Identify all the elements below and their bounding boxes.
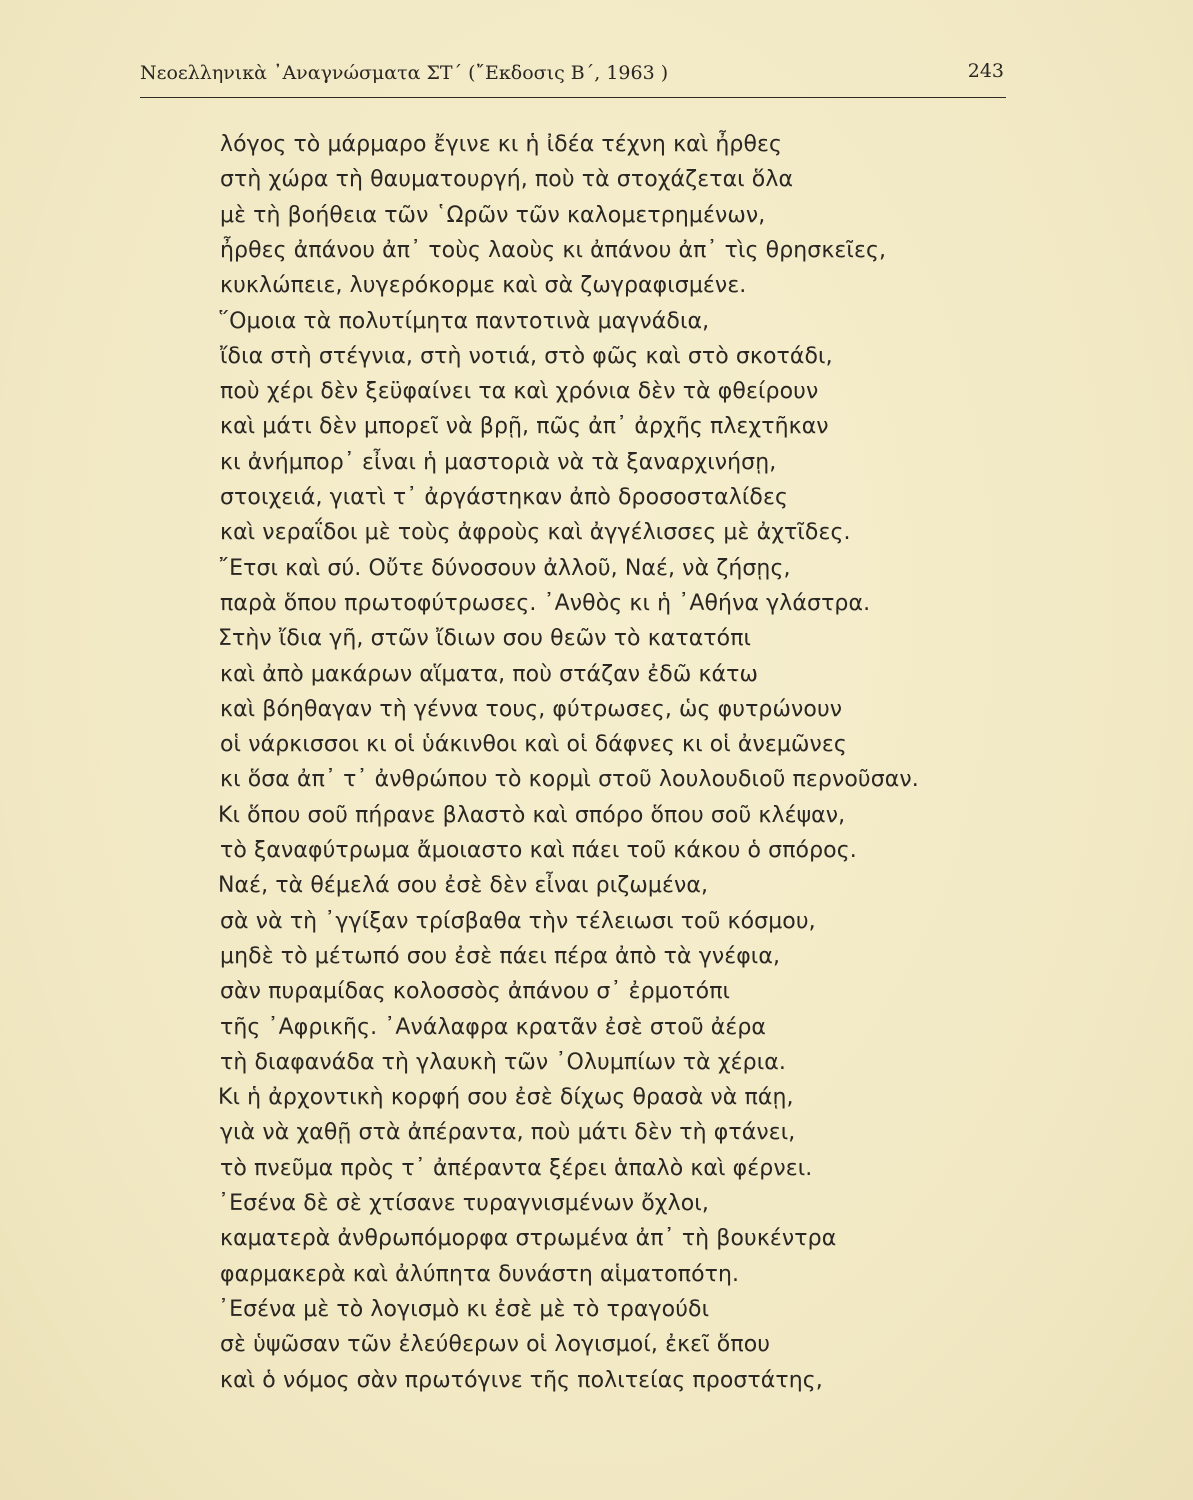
poem-line: ᾿Εσένα δὲ σὲ χτίσανε τυραγνισμένων ὄχλοι, (218, 1191, 709, 1216)
poem-line: οἱ νάρκισσοι κι οἱ ὑάκινθοι καὶ οἱ δάφνες κι οἱ ἀνεμῶνες (220, 732, 847, 758)
poem-line: κι ὅσα ἀπ᾿ τ᾿ ἀνθρώπου τὸ κορμὶ στοῦ λουλουδιοῦ περνοῦσαν. (220, 767, 919, 793)
poem-line: Στὴν ἴδια γῆ, στῶν ἴδιων σου θεῶν τὸ κατατόπι (218, 626, 752, 652)
poem-line: καὶ βόηθαγαν τὴ γέννα τους, φύτρωσες, ὡς φυτρώνουν (220, 696, 843, 722)
poem-line: καὶ μάτι δὲν μπορεῖ νὰ βρῇ, πῶς ἀπ᾿ ἀρχῆς πλεχτῆκαν (220, 414, 829, 440)
poem-line: Κι ὅπου σοῦ πήρανε βλαστὸ καὶ σπόρο ὅπου σοῦ κλέψαν, (218, 802, 846, 828)
poem-line: ἦρθες ἀπάνου ἀπ᾿ τοὺς λαοὺς κι ἀπάνου ἀπ᾿ τὶς θρησκεῖες, (220, 237, 887, 263)
poem-line: ποὺ χέρι δὲν ξεϋφαίνει τα καὶ χρόνια δὲν τὰ φθείρουν (220, 379, 819, 405)
poem-line: στὴ χώρα τὴ θαυματουργή, ποὺ τὰ στοχάζεται ὅλα (220, 167, 794, 193)
poem-line: κι ἀνήμπορ᾿ εἶναι ἡ μαστοριὰ νὰ τὰ ξαναρχινήσῃ, (220, 449, 777, 475)
poem-line: στοιχειά, γιατὶ τ᾿ ἀργάστηκαν ἀπὸ δροσοσταλίδες (220, 485, 788, 510)
poem-line: τὸ πνεῦμα πρὸς τ᾿ ἀπέραντα ξέρει ἁπαλὸ καὶ φέρνει. (220, 1155, 813, 1181)
poem-line: σὰ νὰ τὴ ᾿γγίξαν τρίσβαθα τὴν τέλειωσι τοῦ κόσμου, (220, 908, 816, 934)
page-number: 243 (967, 60, 1004, 82)
poem-line: σὰν πυραμίδας κολοσσὸς ἀπάνου σ᾿ ἐρμοτόπι (220, 979, 731, 1005)
poem-line: τὸ ξαναφύτρωμα ἄμοιαστο καὶ πάει τοῦ κάκου ὁ σπόρος. (220, 838, 857, 863)
poem-line: καὶ ἀπὸ μακάρων αἵματα, ποὺ στάζαν ἐδῶ κάτω (220, 661, 758, 687)
poem-line: κυκλώπειε, λυγερόκορμε καὶ σὰ ζωγραφισμένε. (220, 273, 747, 299)
header-title: Νεοελληνικὰ ᾿Αναγνώσματα ΣΤ΄ (῎Εκδοσις Β΄, 1963 ) (140, 62, 669, 84)
poem-line: Κι ἡ ἀρχοντικὴ κορφή σου ἐσὲ δίχως θρασὰ νὰ πάῃ, (218, 1085, 794, 1111)
poem-line: Ναέ, τὰ θέμελά σου ἐσὲ δὲν εἶναι ριζωμένα, (218, 873, 709, 899)
poem-line: σὲ ὑψῶσαν τῶν ἐλεύθερων οἱ λογισμοί, ἐκεῖ ὅπου (220, 1332, 771, 1358)
poem-line: λόγος τὸ μάρμαρο ἔγινε κι ἡ ἰδέα τέχνη καὶ ἦρθες (220, 132, 783, 157)
poem-line: φαρμακερὰ καὶ ἀλύπητα δυνάστη αἱματοπότη. (220, 1261, 740, 1287)
poem-line: ῎Ετσι καὶ σύ. Οὔτε δύνοσουν ἀλλοῦ, Ναέ, νὰ ζήσῃς, (218, 555, 791, 581)
poem-line: ἴδια στὴ στέγνια, στὴ νοτιά, στὸ φῶς καὶ στὸ σκοτάδι, (220, 343, 833, 369)
poem-line: τῆς ᾿Αφρικῆς. ᾿Ανάλαφρα κρατᾶν ἐσὲ στοῦ ἀέρα (220, 1014, 767, 1040)
poem-line: παρὰ ὅπου πρωτοφύτρωσες. ᾿Ανθὸς κι ἡ ᾿Αθήνα γλάστρα. (220, 590, 871, 616)
poem-line: καματερὰ ἀνθρωπόμορφα στρωμένα ἀπ᾿ τὴ βουκέντρα (220, 1226, 837, 1252)
poem-line: καὶ νεραΐδοι μὲ τοὺς ἀφροὺς καὶ ἀγγέλισσες μὲ ἀχτῖδες. (220, 520, 851, 546)
running-header (140, 60, 1006, 90)
header-rule (140, 97, 1006, 98)
poem-line: μηδὲ τὸ μέτωπό σου ἐσὲ πάει πέρα ἀπὸ τὰ γνέφια, (220, 943, 781, 969)
poem-line: ῞Ομοια τὰ πολυτίμητα παντοτινὰ μαγνάδια, (218, 308, 710, 334)
poem-line: γιὰ νὰ χαθῇ στὰ ἀπέραντα, ποὺ μάτι δὲν τὴ φτάνει, (220, 1120, 796, 1146)
poem-line: τὴ διαφανάδα τὴ γλαυκὴ τῶν ᾿Ολυμπίων τὰ χέρια. (220, 1049, 786, 1075)
poem-line: ᾿Εσένα μὲ τὸ λογισμὸ κι ἐσὲ μὲ τὸ τραγούδι (218, 1296, 710, 1322)
poem-line: καὶ ὁ νόμος σὰν πρωτόγινε τῆς πολιτείας προστάτης, (220, 1367, 823, 1393)
poem-line: μὲ τὴ βοήθεια τῶν ῾Ωρῶν τῶν καλομετρημένων, (220, 202, 766, 228)
